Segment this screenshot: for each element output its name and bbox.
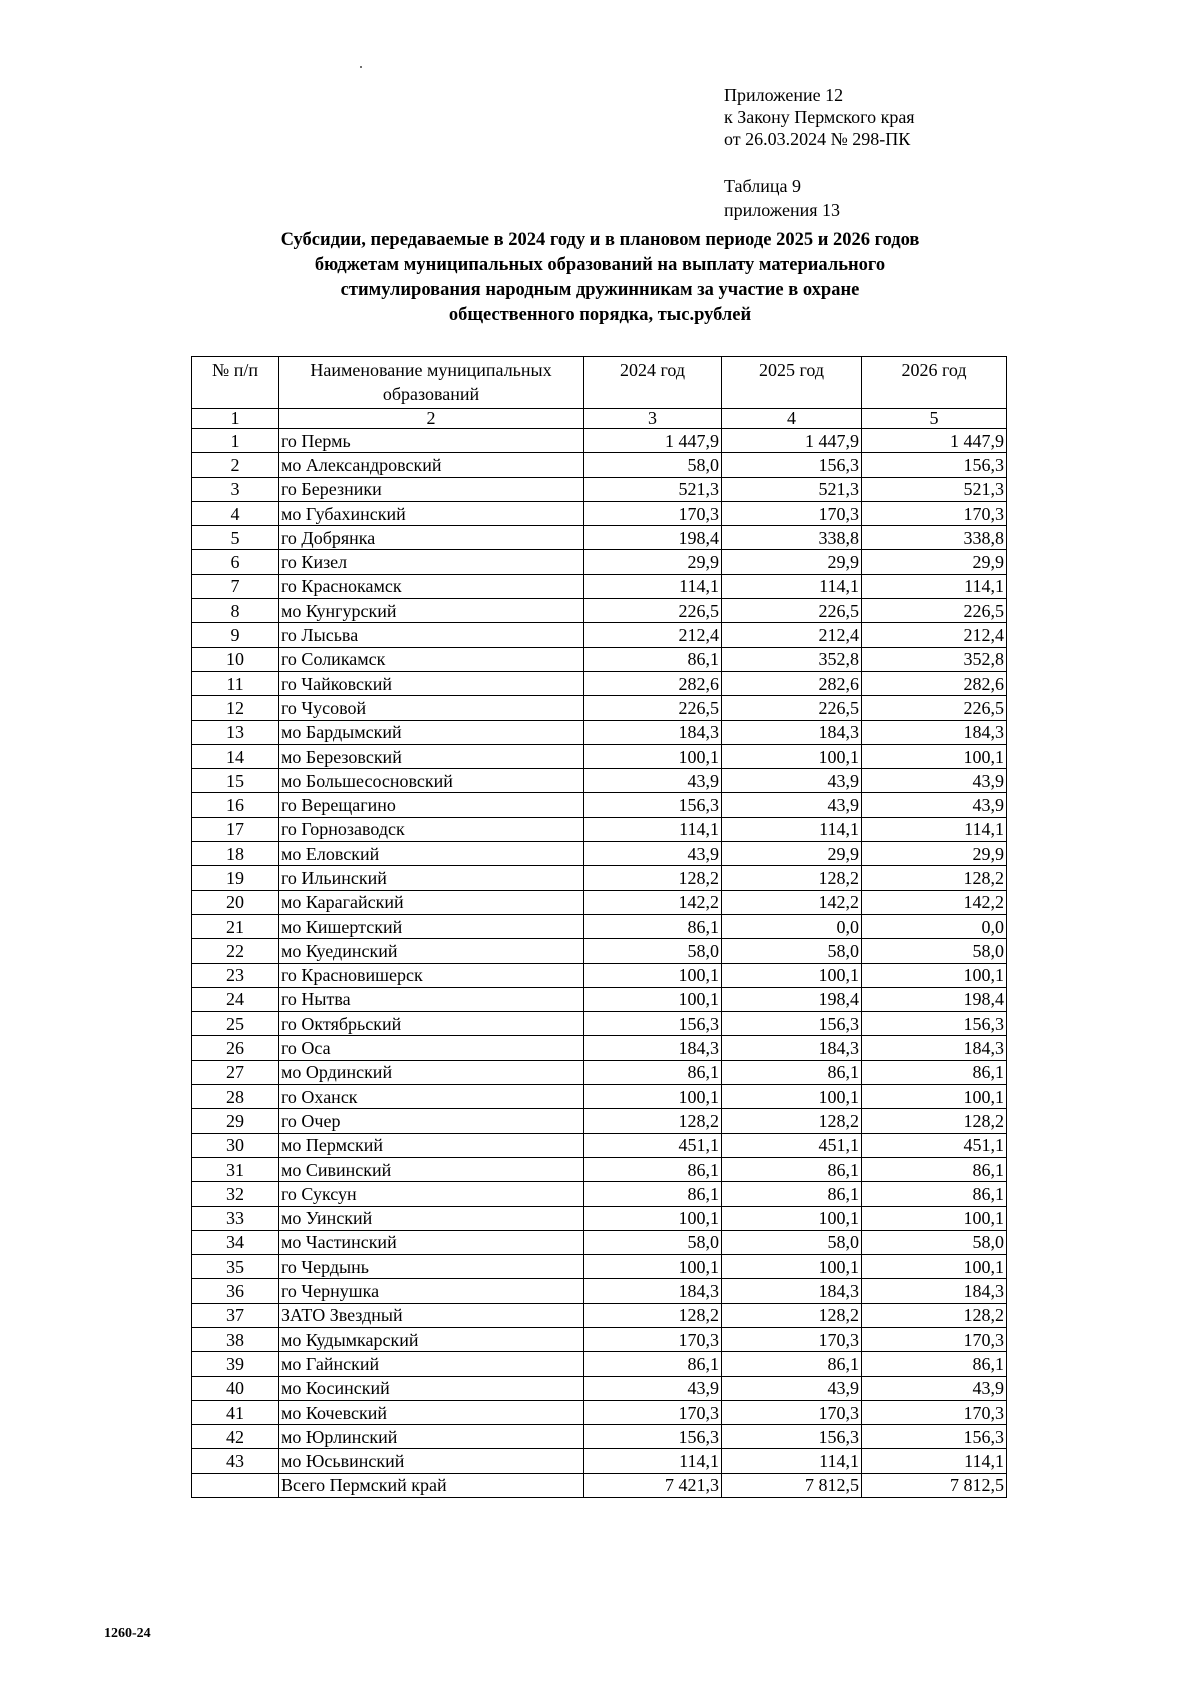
- table-row: [192, 696, 1007, 720]
- value-2025: 170,3: [722, 501, 862, 525]
- value-2025: 142,2: [722, 890, 862, 914]
- table-row: [192, 1060, 1007, 1084]
- row-number: 23: [192, 963, 279, 987]
- row-number: 13: [192, 720, 279, 744]
- header-2025: [722, 357, 862, 409]
- municipality-name: мо Губахинский: [279, 501, 584, 525]
- table-row: [192, 1036, 1007, 1060]
- value-2024: 86,1: [584, 1352, 722, 1376]
- row-number: 12: [192, 696, 279, 720]
- value-2025: 1 447,9: [722, 429, 862, 453]
- municipality-name: мо Юсьвинский: [279, 1449, 584, 1473]
- table-row: [192, 914, 1007, 938]
- value-2024: 156,3: [584, 793, 722, 817]
- table-row: [192, 987, 1007, 1011]
- value-2025: 114,1: [722, 817, 862, 841]
- municipality-name: мо Частинский: [279, 1230, 584, 1254]
- row-number: 4: [192, 501, 279, 525]
- value-2025: 226,5: [722, 599, 862, 623]
- row-number: 5: [192, 526, 279, 550]
- document-title: [200, 228, 1000, 328]
- value-2025: 86,1: [722, 1060, 862, 1084]
- value-2026: 128,2: [862, 1303, 1007, 1327]
- municipality-name: го Горнозаводск: [279, 817, 584, 841]
- row-number: 16: [192, 793, 279, 817]
- municipality-name: го Чернушка: [279, 1279, 584, 1303]
- value-2026: 170,3: [862, 1400, 1007, 1424]
- table-row: [192, 1230, 1007, 1254]
- value-2024: 58,0: [584, 453, 722, 477]
- municipality-name: го Красновишерск: [279, 963, 584, 987]
- row-number: 38: [192, 1327, 279, 1351]
- value-2024: 100,1: [584, 963, 722, 987]
- value-2025: 128,2: [722, 1109, 862, 1133]
- row-number: 3: [192, 477, 279, 501]
- table-ref-line-2: приложения 13: [724, 200, 841, 220]
- row-number: 29: [192, 1109, 279, 1133]
- value-2024: 58,0: [584, 1230, 722, 1254]
- row-number: 1: [192, 429, 279, 453]
- value-2024: 114,1: [584, 817, 722, 841]
- value-2024: 184,3: [584, 1036, 722, 1060]
- row-number: 6: [192, 550, 279, 574]
- table-row: [192, 1303, 1007, 1327]
- row-number: 31: [192, 1157, 279, 1181]
- value-2024: 43,9: [584, 769, 722, 793]
- value-2026: 170,3: [862, 1327, 1007, 1351]
- value-2026: 226,5: [862, 599, 1007, 623]
- header-2024-label: 2024 год: [619, 360, 686, 380]
- value-2024: 86,1: [584, 1182, 722, 1206]
- municipality-name: го Чусовой: [279, 696, 584, 720]
- municipality-name: го Верещагино: [279, 793, 584, 817]
- table-row: [192, 963, 1007, 987]
- header-municipality-label: Наименование муниципальных образований: [310, 360, 552, 404]
- value-2026: 128,2: [862, 866, 1007, 890]
- value-2026: 156,3: [862, 1425, 1007, 1449]
- municipality-name: го Березники: [279, 477, 584, 501]
- municipality-name: го Чайковский: [279, 671, 584, 695]
- column-number: 2: [279, 409, 584, 429]
- table-reference-block: [724, 174, 840, 222]
- value-2026: 212,4: [862, 623, 1007, 647]
- value-2024: 114,1: [584, 574, 722, 598]
- row-number: 14: [192, 744, 279, 768]
- value-2025: 170,3: [722, 1400, 862, 1424]
- subsidies-table: [191, 356, 1007, 1498]
- row-number: 18: [192, 842, 279, 866]
- value-2024: 170,3: [584, 501, 722, 525]
- value-2024: 282,6: [584, 671, 722, 695]
- row-number: 20: [192, 890, 279, 914]
- value-2026: 142,2: [862, 890, 1007, 914]
- value-2025: 282,6: [722, 671, 862, 695]
- municipality-name: мо Большесосновский: [279, 769, 584, 793]
- value-2024: 226,5: [584, 599, 722, 623]
- header-number-label: № п/п: [212, 360, 258, 380]
- value-2024: 156,3: [584, 1425, 722, 1449]
- table-row: [192, 550, 1007, 574]
- row-number: 27: [192, 1060, 279, 1084]
- value-2025: 451,1: [722, 1133, 862, 1157]
- table-ref-line-1: Таблица 9: [724, 176, 801, 196]
- value-2026: 451,1: [862, 1133, 1007, 1157]
- value-2025: 58,0: [722, 1230, 862, 1254]
- row-number: 33: [192, 1206, 279, 1230]
- table-row: [192, 1400, 1007, 1424]
- municipality-name: мо Карагайский: [279, 890, 584, 914]
- value-2024: 100,1: [584, 1085, 722, 1109]
- row-number: 7: [192, 574, 279, 598]
- municipality-name: го Суксун: [279, 1182, 584, 1206]
- row-number: 41: [192, 1400, 279, 1424]
- value-2026: 58,0: [862, 939, 1007, 963]
- value-2025: 100,1: [722, 1255, 862, 1279]
- title-line-1: Субсидии, передаваемые в 2024 году и в плановом периоде 2025 и 2026 годов: [280, 230, 920, 250]
- value-2025: 184,3: [722, 1036, 862, 1060]
- value-2026: 184,3: [862, 1036, 1007, 1060]
- table-row: [192, 477, 1007, 501]
- value-2026: 282,6: [862, 671, 1007, 695]
- table-row: [192, 866, 1007, 890]
- value-2025: 521,3: [722, 477, 862, 501]
- value-2024: 1 447,9: [584, 429, 722, 453]
- value-2026: 114,1: [862, 1449, 1007, 1473]
- value-2024: 43,9: [584, 842, 722, 866]
- value-2026: 100,1: [862, 1085, 1007, 1109]
- scan-speck: [360, 66, 362, 68]
- header-2026-label: 2026 год: [901, 360, 967, 380]
- value-2025: 86,1: [722, 1352, 862, 1376]
- value-2024: 86,1: [584, 1157, 722, 1181]
- row-number: 42: [192, 1425, 279, 1449]
- municipality-name: мо Березовский: [279, 744, 584, 768]
- value-2025: 156,3: [722, 1012, 862, 1036]
- table-row: [192, 647, 1007, 671]
- value-2024: 128,2: [584, 1109, 722, 1133]
- municipality-name: мо Еловский: [279, 842, 584, 866]
- table-row: [192, 1085, 1007, 1109]
- value-2026: 128,2: [862, 1109, 1007, 1133]
- table-row: [192, 720, 1007, 744]
- municipality-name: мо Косинский: [279, 1376, 584, 1400]
- municipality-name: го Краснокамск: [279, 574, 584, 598]
- table-row: [192, 1279, 1007, 1303]
- row-number: 11: [192, 671, 279, 695]
- table-row: [192, 1206, 1007, 1230]
- value-2025: 0,0: [722, 914, 862, 938]
- value-2024: 142,2: [584, 890, 722, 914]
- municipality-name: мо Пермский: [279, 1133, 584, 1157]
- value-2024: 86,1: [584, 914, 722, 938]
- value-2025: 43,9: [722, 793, 862, 817]
- value-2024: 86,1: [584, 1060, 722, 1084]
- value-2024: 226,5: [584, 696, 722, 720]
- table-row: [192, 1157, 1007, 1181]
- value-2024: 100,1: [584, 987, 722, 1011]
- municipality-name: го Оса: [279, 1036, 584, 1060]
- appendix-line-3: от 26.03.2024 № 298-ПК: [724, 129, 911, 149]
- municipality-name: го Оханск: [279, 1085, 584, 1109]
- value-2026: 100,1: [862, 963, 1007, 987]
- value-2024: 451,1: [584, 1133, 722, 1157]
- header-municipality: [279, 357, 584, 409]
- value-2025: 114,1: [722, 574, 862, 598]
- table-row: [192, 842, 1007, 866]
- row-number: 17: [192, 817, 279, 841]
- header-2024: [584, 357, 722, 409]
- appendix-line-2: к Закону Пермского края: [724, 107, 915, 127]
- total-2026: 7 812,5: [862, 1473, 1007, 1497]
- row-number: 15: [192, 769, 279, 793]
- value-2026: 352,8: [862, 647, 1007, 671]
- total-row: [192, 1473, 1007, 1497]
- municipality-name: мо Кишертский: [279, 914, 584, 938]
- municipality-name: мо Уинский: [279, 1206, 584, 1230]
- value-2025: 156,3: [722, 453, 862, 477]
- municipality-name: го Кизел: [279, 550, 584, 574]
- value-2024: 100,1: [584, 1206, 722, 1230]
- table-row: [192, 1182, 1007, 1206]
- value-2025: 43,9: [722, 1376, 862, 1400]
- value-2026: 43,9: [862, 1376, 1007, 1400]
- row-number: 26: [192, 1036, 279, 1060]
- municipality-name: го Соликамск: [279, 647, 584, 671]
- row-number: 21: [192, 914, 279, 938]
- value-2024: 170,3: [584, 1327, 722, 1351]
- table-row: [192, 429, 1007, 453]
- table-row: [192, 623, 1007, 647]
- table-row: [192, 1327, 1007, 1351]
- header-2025-label: 2025 год: [758, 360, 825, 380]
- row-number: 40: [192, 1376, 279, 1400]
- row-number: 22: [192, 939, 279, 963]
- table-row: [192, 769, 1007, 793]
- value-2024: 114,1: [584, 1449, 722, 1473]
- municipality-name: мо Бардымский: [279, 720, 584, 744]
- row-number: 43: [192, 1449, 279, 1473]
- row-number: 8: [192, 599, 279, 623]
- table-row: [192, 817, 1007, 841]
- row-number: 37: [192, 1303, 279, 1327]
- value-2026: 521,3: [862, 477, 1007, 501]
- value-2026: 338,8: [862, 526, 1007, 550]
- value-2026: 86,1: [862, 1060, 1007, 1084]
- value-2025: 226,5: [722, 696, 862, 720]
- table-row: [192, 744, 1007, 768]
- value-2026: 43,9: [862, 769, 1007, 793]
- value-2026: 156,3: [862, 453, 1007, 477]
- table-row: [192, 1425, 1007, 1449]
- table-row: [192, 1133, 1007, 1157]
- municipality-name: мо Кочевский: [279, 1400, 584, 1424]
- municipality-name: мо Александровский: [279, 453, 584, 477]
- table-row: [192, 671, 1007, 695]
- column-number-row: [192, 409, 1007, 429]
- table-row: [192, 890, 1007, 914]
- row-number: 34: [192, 1230, 279, 1254]
- row-number: 35: [192, 1255, 279, 1279]
- value-2026: 29,9: [862, 550, 1007, 574]
- value-2026: 0,0: [862, 914, 1007, 938]
- value-2025: 100,1: [722, 963, 862, 987]
- column-number: 3: [584, 409, 722, 429]
- value-2025: 100,1: [722, 744, 862, 768]
- municipality-name: мо Кунгурский: [279, 599, 584, 623]
- value-2025: 198,4: [722, 987, 862, 1011]
- header-2026: [862, 357, 1007, 409]
- municipality-name: го Лысьва: [279, 623, 584, 647]
- table-row: [192, 939, 1007, 963]
- value-2025: 86,1: [722, 1182, 862, 1206]
- value-2024: 521,3: [584, 477, 722, 501]
- value-2025: 156,3: [722, 1425, 862, 1449]
- row-number: 39: [192, 1352, 279, 1376]
- row-number: 2: [192, 453, 279, 477]
- table-row: [192, 453, 1007, 477]
- value-2026: 156,3: [862, 1012, 1007, 1036]
- value-2025: 29,9: [722, 842, 862, 866]
- appendix-line-1: Приложение 12: [724, 85, 844, 105]
- value-2024: 212,4: [584, 623, 722, 647]
- table-row: [192, 793, 1007, 817]
- table-row: [192, 1109, 1007, 1133]
- municipality-name: го Пермь: [279, 429, 584, 453]
- value-2025: 86,1: [722, 1157, 862, 1181]
- municipality-name: мо Ординский: [279, 1060, 584, 1084]
- value-2025: 100,1: [722, 1085, 862, 1109]
- value-2025: 58,0: [722, 939, 862, 963]
- value-2024: 128,2: [584, 866, 722, 890]
- value-2025: 29,9: [722, 550, 862, 574]
- document-code: 1260-24: [104, 1626, 151, 1641]
- total-2024: 7 421,3: [584, 1473, 722, 1497]
- appendix-block: [724, 84, 915, 150]
- value-2025: 114,1: [722, 1449, 862, 1473]
- row-number: 32: [192, 1182, 279, 1206]
- value-2024: 100,1: [584, 1255, 722, 1279]
- value-2026: 100,1: [862, 1206, 1007, 1230]
- table-row: [192, 1012, 1007, 1036]
- value-2024: 128,2: [584, 1303, 722, 1327]
- row-number: 30: [192, 1133, 279, 1157]
- value-2025: 184,3: [722, 1279, 862, 1303]
- row-number: 25: [192, 1012, 279, 1036]
- row-number: 28: [192, 1085, 279, 1109]
- value-2024: 156,3: [584, 1012, 722, 1036]
- value-2024: 198,4: [584, 526, 722, 550]
- value-2024: 170,3: [584, 1400, 722, 1424]
- value-2026: 184,3: [862, 1279, 1007, 1303]
- total-number: [192, 1473, 279, 1497]
- value-2026: 29,9: [862, 842, 1007, 866]
- table-row: [192, 1376, 1007, 1400]
- header-number: [192, 357, 279, 409]
- column-number: 4: [722, 409, 862, 429]
- value-2026: 114,1: [862, 817, 1007, 841]
- value-2024: 29,9: [584, 550, 722, 574]
- table-row: [192, 599, 1007, 623]
- value-2025: 352,8: [722, 647, 862, 671]
- value-2026: 226,5: [862, 696, 1007, 720]
- value-2024: 100,1: [584, 744, 722, 768]
- value-2026: 1 447,9: [862, 429, 1007, 453]
- value-2026: 100,1: [862, 1255, 1007, 1279]
- municipality-name: го Нытва: [279, 987, 584, 1011]
- row-number: 36: [192, 1279, 279, 1303]
- value-2026: 170,3: [862, 501, 1007, 525]
- value-2026: 86,1: [862, 1352, 1007, 1376]
- value-2024: 184,3: [584, 1279, 722, 1303]
- table-row: [192, 526, 1007, 550]
- municipality-name: мо Кудымкарский: [279, 1327, 584, 1351]
- value-2026: 86,1: [862, 1157, 1007, 1181]
- value-2025: 100,1: [722, 1206, 862, 1230]
- municipality-name: мо Юрлинский: [279, 1425, 584, 1449]
- value-2024: 184,3: [584, 720, 722, 744]
- row-number: 9: [192, 623, 279, 647]
- value-2026: 114,1: [862, 574, 1007, 598]
- value-2025: 170,3: [722, 1327, 862, 1351]
- table-row: [192, 1352, 1007, 1376]
- column-number: 5: [862, 409, 1007, 429]
- value-2025: 43,9: [722, 769, 862, 793]
- column-number: 1: [192, 409, 279, 429]
- value-2026: 43,9: [862, 793, 1007, 817]
- municipality-name: го Очер: [279, 1109, 584, 1133]
- value-2026: 100,1: [862, 744, 1007, 768]
- value-2026: 184,3: [862, 720, 1007, 744]
- value-2025: 128,2: [722, 1303, 862, 1327]
- value-2025: 128,2: [722, 866, 862, 890]
- municipality-name: мо Сивинский: [279, 1157, 584, 1181]
- value-2024: 43,9: [584, 1376, 722, 1400]
- municipality-name: го Октябрьский: [279, 1012, 584, 1036]
- title-line-2: бюджетам муниципальных образований на выплату материального: [314, 255, 886, 275]
- table-row: [192, 1449, 1007, 1473]
- row-number: 19: [192, 866, 279, 890]
- row-number: 24: [192, 987, 279, 1011]
- table-row: [192, 501, 1007, 525]
- row-number: 10: [192, 647, 279, 671]
- value-2026: 58,0: [862, 1230, 1007, 1254]
- table-header-row: [192, 357, 1007, 409]
- total-2025: 7 812,5: [722, 1473, 862, 1497]
- table-row: [192, 1255, 1007, 1279]
- value-2025: 338,8: [722, 526, 862, 550]
- value-2026: 198,4: [862, 987, 1007, 1011]
- municipality-name: го Чердынь: [279, 1255, 584, 1279]
- title-line-3: стимулирования народным дружинникам за участие в охране: [340, 280, 860, 300]
- value-2025: 184,3: [722, 720, 862, 744]
- municipality-name: го Ильинский: [279, 866, 584, 890]
- table-row: [192, 574, 1007, 598]
- value-2024: 58,0: [584, 939, 722, 963]
- title-line-4: общественного порядка, тыс.рублей: [448, 305, 752, 325]
- municipality-name: ЗАТО Звездный: [279, 1303, 584, 1327]
- value-2024: 86,1: [584, 647, 722, 671]
- value-2025: 212,4: [722, 623, 862, 647]
- municipality-name: мо Гайнский: [279, 1352, 584, 1376]
- total-label: Всего Пермский край: [279, 1473, 584, 1497]
- value-2026: 86,1: [862, 1182, 1007, 1206]
- municipality-name: мо Куединский: [279, 939, 584, 963]
- municipality-name: го Добрянка: [279, 526, 584, 550]
